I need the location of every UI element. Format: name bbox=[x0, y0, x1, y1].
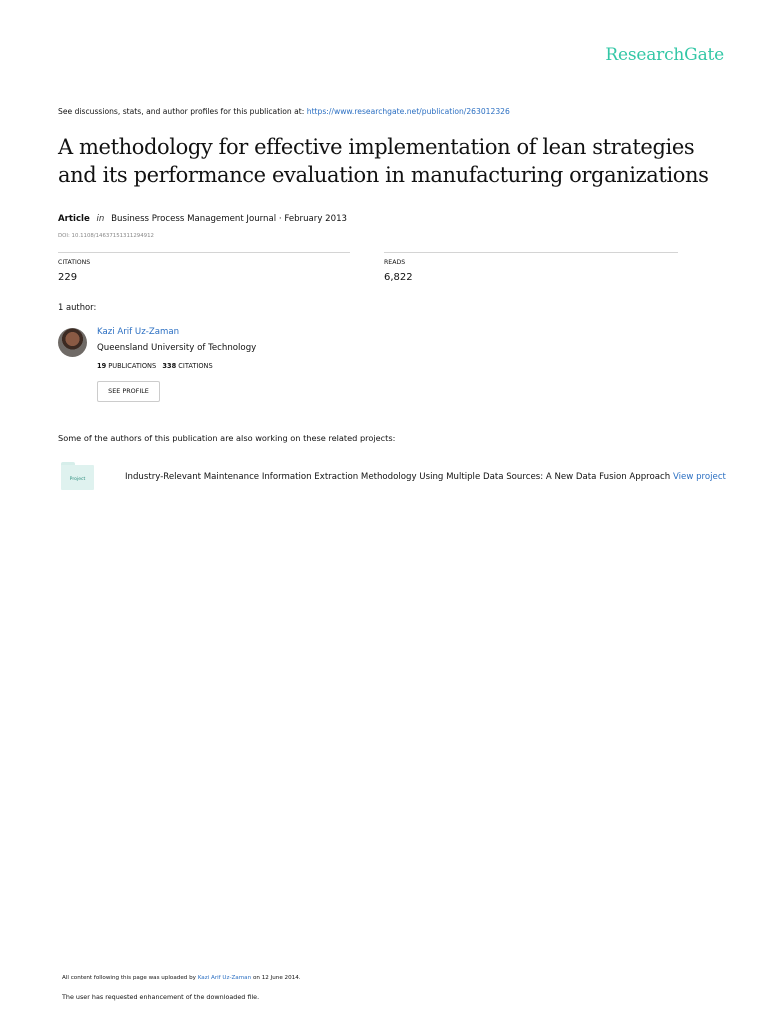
citations-label: CITATIONS bbox=[58, 259, 91, 266]
author-name-link[interactable]: Kazi Arif Uz-Zaman bbox=[97, 327, 180, 337]
see-profile-button[interactable]: SEE PROFILE bbox=[97, 381, 160, 402]
view-project-link[interactable]: View project bbox=[672, 472, 726, 482]
citations-value: 229 bbox=[58, 272, 78, 283]
citations-divider bbox=[58, 252, 350, 253]
doi-text: DOI: 10.1108/14637151311294912 bbox=[58, 233, 154, 239]
author-citations-label: CITATIONS bbox=[178, 362, 213, 370]
publication-meta bbox=[58, 214, 347, 224]
upload-prefix: All content following this page was uploaded by bbox=[62, 975, 196, 981]
authors-heading: 1 author: bbox=[58, 302, 97, 312]
enhancement-note: The user has requested enhancement of the downloaded file. bbox=[62, 993, 260, 1001]
author-publications-count: 19 bbox=[97, 362, 107, 370]
upload-note bbox=[62, 975, 301, 981]
publication-url-link[interactable]: https://www.researchgate.net/publication/263012326 bbox=[306, 107, 510, 116]
reads-divider bbox=[384, 252, 678, 253]
in-label: in bbox=[96, 214, 105, 224]
reads-value: 6,822 bbox=[384, 272, 413, 283]
upload-suffix: on 12 June 2014. bbox=[252, 975, 301, 981]
reads-label: READS bbox=[384, 259, 406, 266]
project-title: Industry-Relevant Maintenance Information Extraction Methodology Using Multiple Data Sources: A New Data Fusion Approach bbox=[125, 472, 671, 482]
journal-date: Business Process Management Journal · February 2013 bbox=[111, 214, 348, 224]
author-citations-count: 338 bbox=[162, 362, 177, 370]
see-discussions-line bbox=[58, 107, 510, 116]
related-projects-heading: Some of the authors of this publication are also working on these related projects: bbox=[58, 433, 396, 443]
author-publications-label: PUBLICATIONS bbox=[108, 362, 157, 370]
project-item bbox=[125, 472, 726, 482]
researchgate-logo[interactable]: ResearchGate bbox=[605, 45, 724, 65]
project-icon-label: Project bbox=[69, 477, 86, 482]
publication-title: A methodology for effective implementation of lean strategies and its performance evaluation in manufacturing organizations bbox=[58, 135, 709, 187]
author-institution: Queensland University of Technology bbox=[97, 343, 257, 353]
see-discussions-text: See discussions, stats, and author profiles for this publication at: bbox=[58, 107, 305, 116]
author-avatar[interactable] bbox=[58, 328, 87, 357]
publication-type: Article bbox=[58, 214, 90, 224]
uploader-link[interactable]: Kazi Arif Uz-Zaman bbox=[197, 975, 252, 981]
project-folder-icon[interactable] bbox=[61, 462, 94, 490]
author-stats bbox=[97, 362, 213, 370]
